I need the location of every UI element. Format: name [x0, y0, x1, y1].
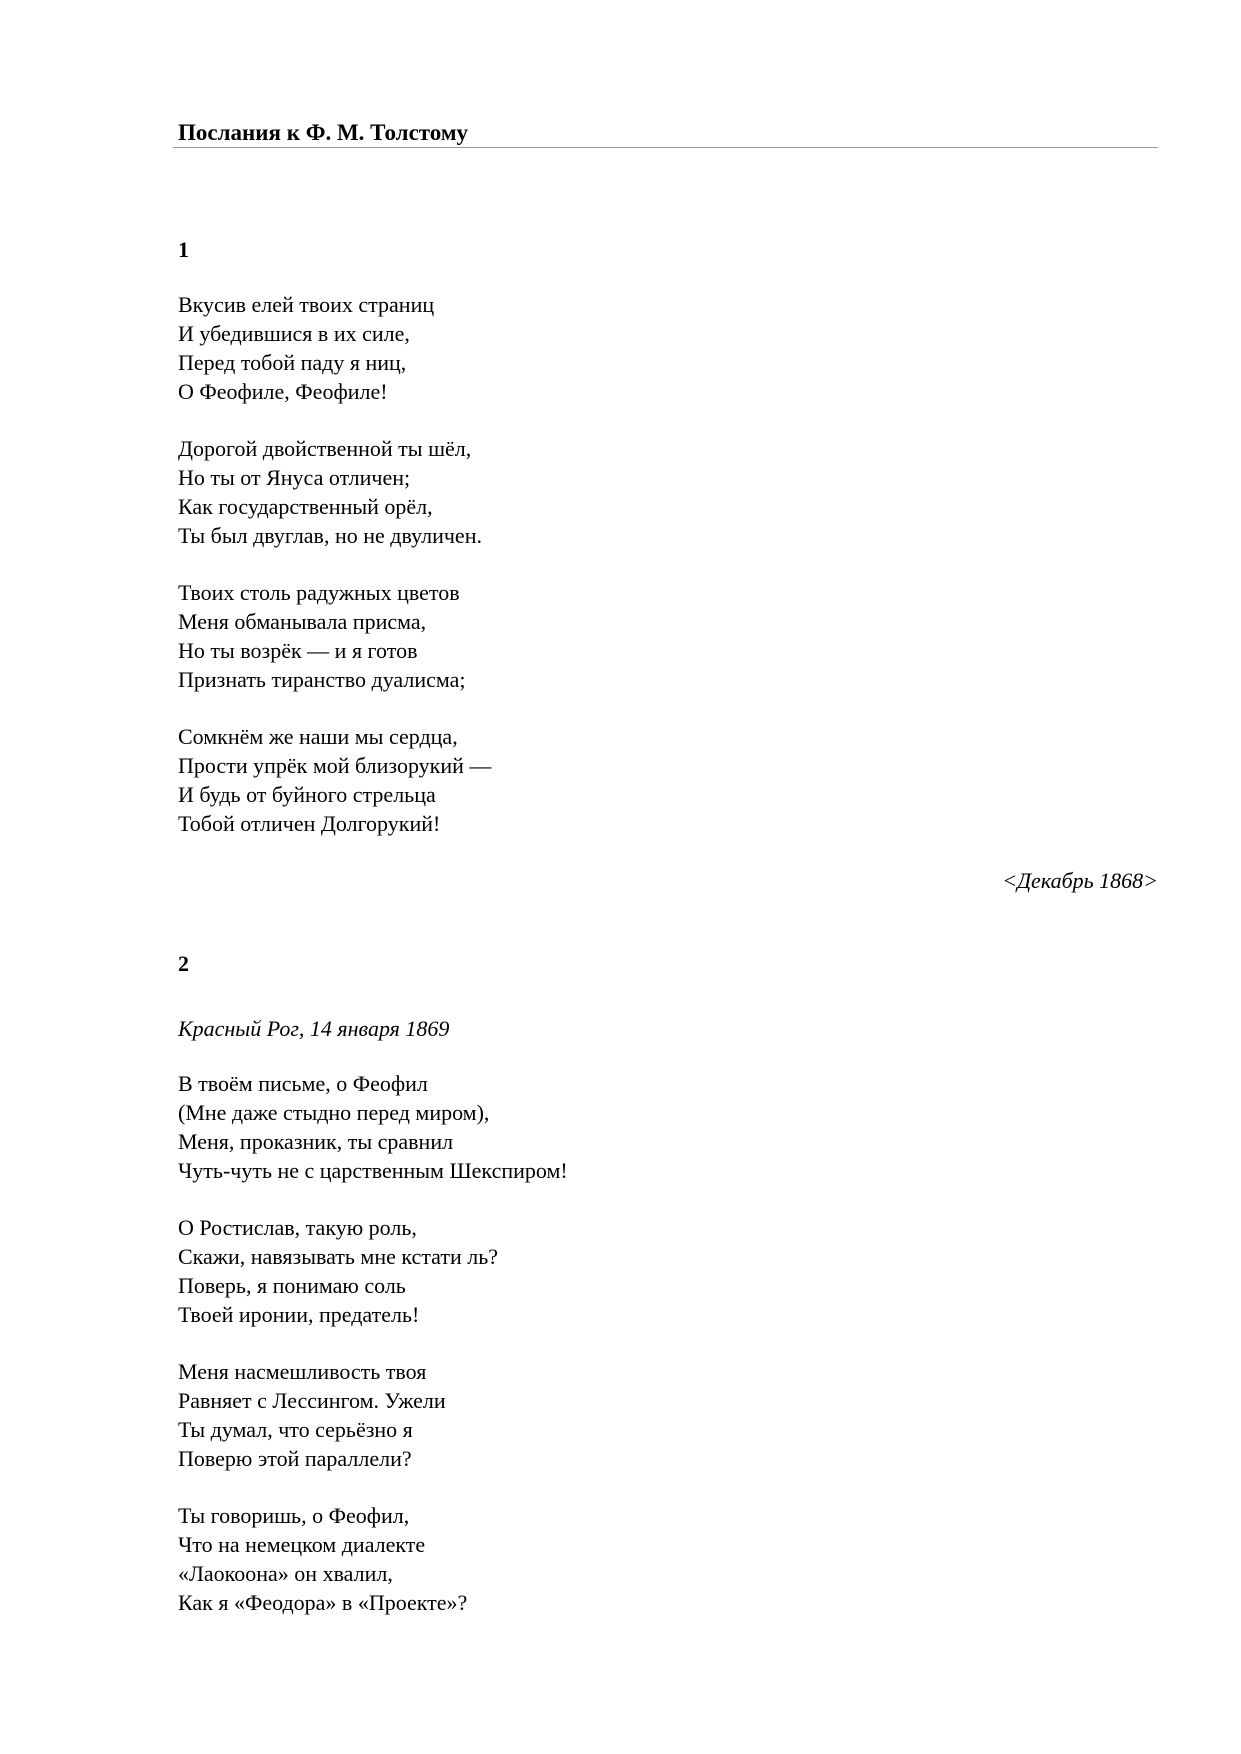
verse-line: Чуть-чуть не с царственным Шекспиром! [178, 1158, 568, 1183]
verse-line: Меня, проказник, ты сравнил [178, 1129, 454, 1154]
verse-line: Твоих столь радужных цветов [178, 580, 460, 605]
poem-2-number: 2 [178, 951, 189, 976]
poem-1-stanza-1 [178, 290, 434, 406]
poem-2-stanza-2 [178, 1213, 498, 1329]
verse-line: Перед тобой паду я ниц, [178, 350, 407, 375]
poem-2-stanza-3 [178, 1357, 446, 1473]
verse-line: Твоей иронии, предатель! [178, 1302, 420, 1327]
verse-line: Прости упрёк мой близорукий — [178, 753, 492, 778]
verse-line: Сомкнём же наши мы сердца, [178, 724, 458, 749]
verse-line: (Мне даже стыдно перед миром), [178, 1100, 490, 1125]
verse-line: Вкусив елей твоих страниц [178, 292, 435, 317]
verse-line: Ты говоришь, о Феофил, [178, 1503, 410, 1528]
poem-1-stanza-3 [178, 578, 466, 694]
verse-line: О Ростислав, такую роль, [178, 1215, 417, 1240]
page-title: Послания к Ф. М. Толстому [178, 120, 469, 145]
poem-2-stanza-1 [178, 1069, 568, 1185]
verse-line: Но ты от Януса отличен; [178, 465, 411, 490]
verse-line: Но ты возрёк — и я готов [178, 638, 418, 663]
verse-line: Как государственный орёл, [178, 494, 433, 519]
verse-line: Поверь, я понимаю соль [178, 1273, 406, 1298]
poem-2-place-date: Красный Рог, 14 января 1869 [178, 1016, 450, 1041]
verse-line: Меня обманывала присма, [178, 609, 427, 634]
verse-line: В твоём письме, о Феофил [178, 1071, 428, 1096]
verse-line: Ты думал, что серьёзно я [178, 1417, 413, 1442]
poem-2-stanza-4 [178, 1501, 467, 1617]
verse-line: Дорогой двойственной ты шёл, [178, 436, 472, 461]
verse-line: Поверю этой параллели? [178, 1446, 412, 1471]
verse-line: Ты был двуглав, но не двуличен. [178, 523, 482, 548]
poem-1-date: <Декабрь 1868> [1002, 868, 1158, 893]
verse-line: Меня насмешливость твоя [178, 1359, 427, 1384]
poem-1-stanza-4 [178, 722, 491, 838]
poem-1-stanza-2 [178, 434, 482, 550]
verse-line: Равняет с Лессингом. Ужели [178, 1388, 446, 1413]
verse-line: Скажи, навязывать мне кстати ль? [178, 1244, 499, 1269]
verse-line: Признать тиранство дуалисма; [178, 667, 466, 692]
verse-line: Тобой отличен Долгорукий! [178, 811, 441, 836]
header-divider [173, 147, 1158, 148]
verse-line: Что на немецком диалекте [178, 1532, 426, 1557]
verse-line: Как я «Феодора» в «Проекте»? [178, 1590, 468, 1615]
verse-line: «Лаокоона» он хвалил, [178, 1561, 393, 1586]
verse-line: И будь от буйного стрельца [178, 782, 436, 807]
verse-line: И убедившися в их силе, [178, 321, 410, 346]
poem-1-number: 1 [178, 237, 189, 262]
verse-line: О Феофиле, Феофиле! [178, 379, 388, 404]
